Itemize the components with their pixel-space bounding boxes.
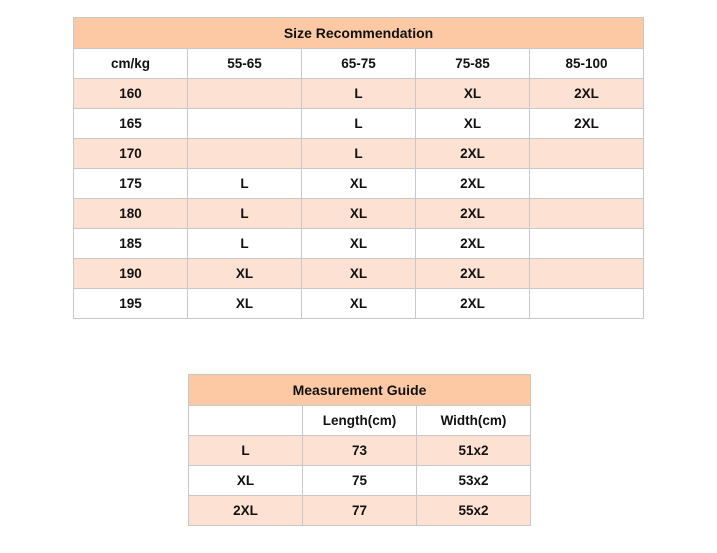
column-header: Width(cm) [417, 406, 531, 436]
table-cell [530, 259, 644, 289]
table-cell: L [302, 109, 416, 139]
table-cell: XL [188, 259, 302, 289]
table-cell: XL [188, 289, 302, 319]
table-cell [530, 289, 644, 319]
table-cell: XL [302, 229, 416, 259]
table-cell [530, 229, 644, 259]
table-row [74, 109, 644, 139]
size-table-header-row [74, 49, 644, 79]
table-row [74, 79, 644, 109]
table-row [189, 496, 531, 526]
table-cell: 75 [303, 466, 417, 496]
guide-table-header-row [189, 406, 531, 436]
table-row [74, 289, 644, 319]
table-cell: 185 [74, 229, 188, 259]
size-recommendation-table [73, 17, 644, 319]
table-cell: 165 [74, 109, 188, 139]
table-row [74, 229, 644, 259]
table-cell: XL [302, 259, 416, 289]
table-cell: 2XL [416, 169, 530, 199]
table-row [74, 139, 644, 169]
table-cell: 170 [74, 139, 188, 169]
table-cell: XL [189, 466, 303, 496]
table-cell: 53x2 [417, 466, 531, 496]
column-header: 65-75 [302, 49, 416, 79]
guide-table-title: Measurement Guide [189, 375, 531, 406]
table-cell: 2XL [189, 496, 303, 526]
table-cell: XL [302, 199, 416, 229]
column-header: Length(cm) [303, 406, 417, 436]
table-cell: 77 [303, 496, 417, 526]
table-cell: 190 [74, 259, 188, 289]
table-cell: XL [302, 169, 416, 199]
column-header: cm/kg [74, 49, 188, 79]
table-cell: 2XL [416, 229, 530, 259]
table-cell: 195 [74, 289, 188, 319]
table-cell: XL [416, 109, 530, 139]
table-cell: 73 [303, 436, 417, 466]
column-header [189, 406, 303, 436]
table-cell: L [188, 229, 302, 259]
table-cell: 2XL [530, 79, 644, 109]
table-cell: 2XL [416, 139, 530, 169]
table-cell [530, 139, 644, 169]
table-cell: L [188, 199, 302, 229]
table-cell [188, 79, 302, 109]
table-row [74, 169, 644, 199]
column-header: 85-100 [530, 49, 644, 79]
table-cell: 2XL [530, 109, 644, 139]
table-cell [188, 139, 302, 169]
column-header: 55-65 [188, 49, 302, 79]
measurement-guide-table [188, 374, 531, 526]
table-cell: 180 [74, 199, 188, 229]
table-cell: XL [416, 79, 530, 109]
table-cell: L [189, 436, 303, 466]
table-cell: 2XL [416, 259, 530, 289]
table-cell: 2XL [416, 199, 530, 229]
table-cell [530, 199, 644, 229]
table-cell: 175 [74, 169, 188, 199]
table-cell: L [302, 79, 416, 109]
table-cell: 2XL [416, 289, 530, 319]
table-cell: 55x2 [417, 496, 531, 526]
table-cell: XL [302, 289, 416, 319]
size-table-title: Size Recommendation [74, 18, 644, 49]
table-cell: 51x2 [417, 436, 531, 466]
table-cell [188, 109, 302, 139]
table-cell: L [188, 169, 302, 199]
column-header: 75-85 [416, 49, 530, 79]
table-row [74, 259, 644, 289]
table-row [74, 199, 644, 229]
table-cell: 160 [74, 79, 188, 109]
table-row [189, 466, 531, 496]
table-cell [530, 169, 644, 199]
table-row [189, 436, 531, 466]
table-cell: L [302, 139, 416, 169]
